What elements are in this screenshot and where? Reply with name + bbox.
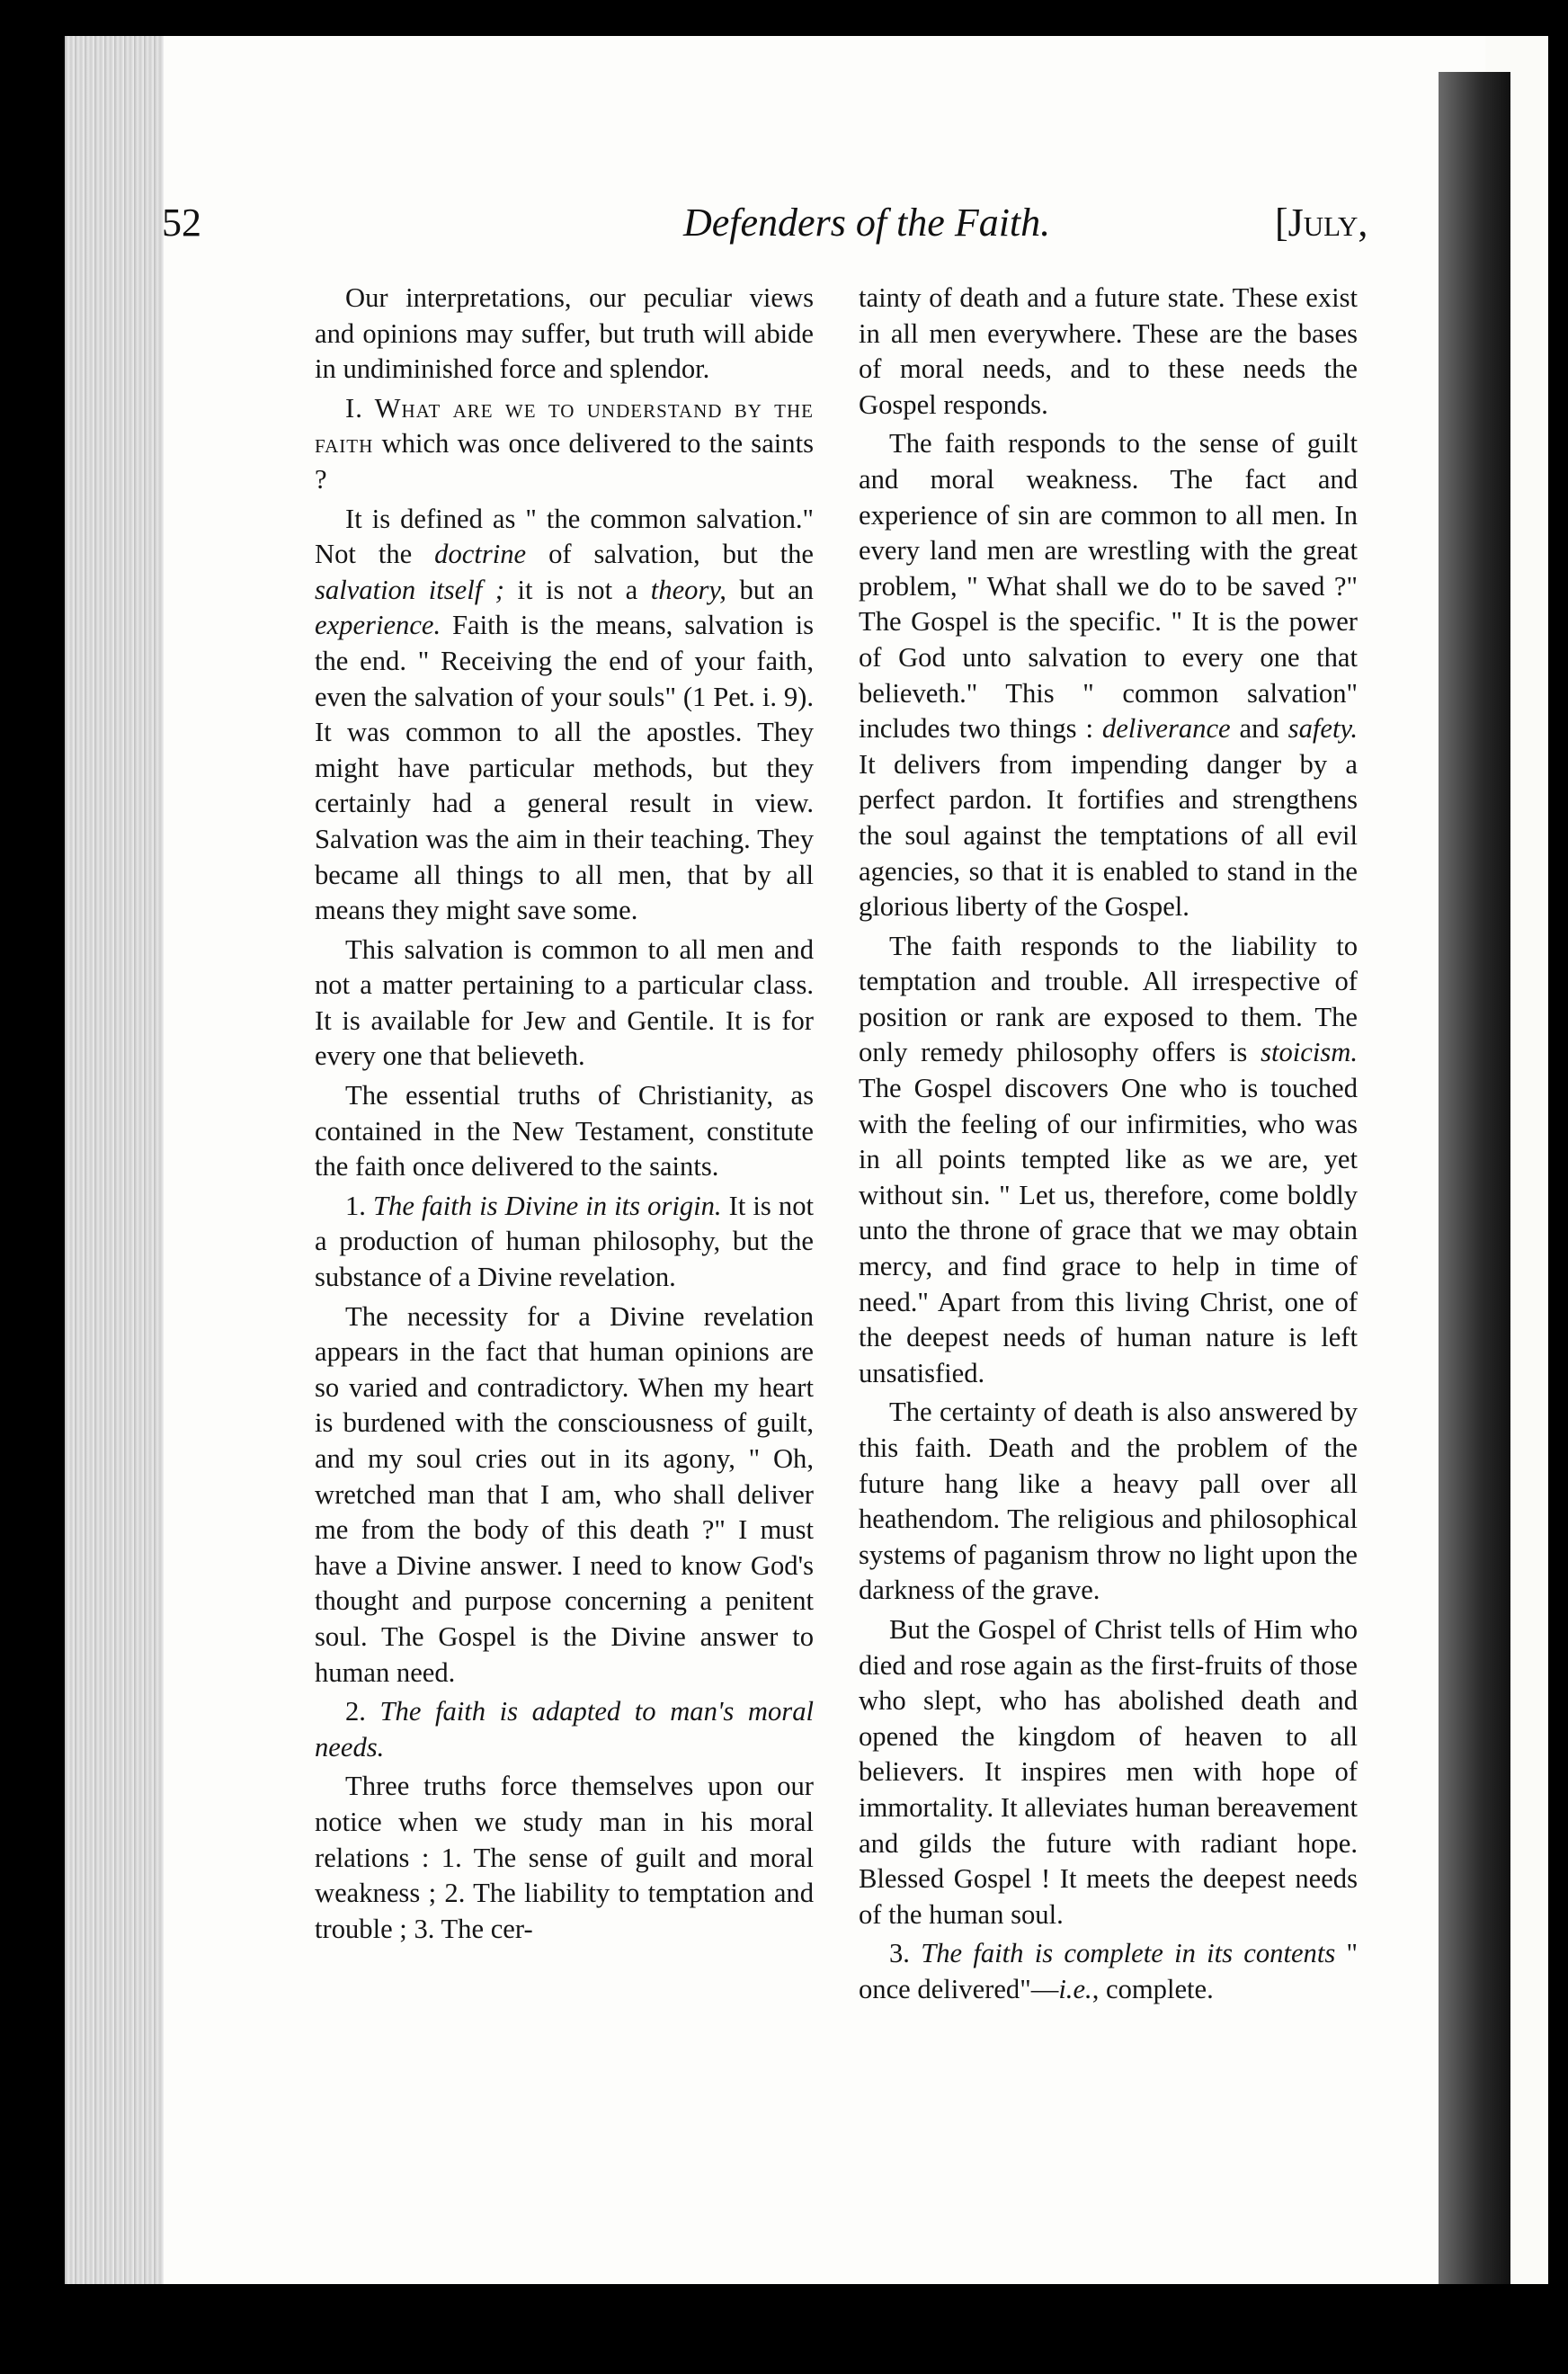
paragraph [315, 391, 814, 498]
paragraph [315, 1694, 814, 1765]
paragraph [859, 929, 1358, 1392]
paragraph-text: Faith is the means, salvation is the end. " Receiving the end of your faith, even the salvation of your souls" (1 Pet. i. 9). It was common to all the apostles. They might have particular methods, but they certainly had a general result in view. Salvation was the aim in their teaching. They became all things to all men, that by all means they might save some. [315, 610, 814, 926]
paragraph [859, 426, 1358, 924]
emphasis: i.e. [1058, 1973, 1092, 2004]
list-number: 2. [345, 1696, 380, 1727]
paragraph-text: , complete. [1091, 1973, 1214, 2004]
paragraph-text: which was once delivered to the saints ? [315, 428, 814, 495]
page-number: 52 [162, 201, 201, 245]
section-label: [July, [1275, 201, 1368, 245]
right-column [859, 281, 1358, 2012]
point-heading: The faith is complete in its contents [921, 1938, 1336, 1969]
paragraph-text: It is defined as " the common salvation." Not the [315, 503, 814, 570]
paragraph [315, 502, 814, 929]
page-gutter-edge [65, 36, 164, 2284]
emphasis: doctrine [434, 539, 527, 570]
paragraph-text: and [1230, 713, 1288, 745]
running-title: Defenders of the Faith. [683, 201, 1051, 245]
paragraph [315, 1189, 814, 1296]
paragraph: Our interpretations, our peculiar views and opinions may suffer, but truth will abide in undiminished force and splendor. [315, 282, 814, 385]
emphasis: stoicism. [1261, 1037, 1358, 1068]
paragraph-text: " once delivered"— [859, 1938, 1358, 2004]
book-edge-shadow [1439, 72, 1510, 2284]
paragraph: This salvation is common to all men and not a matter pertaining to a particular class. It is available for Jew and Gentile. It is for every one that believeth. [315, 933, 814, 1072]
paragraph-text: The faith responds to the liability to temptation and trouble. All irrespective of position or rank are exposed to them. The only remedy philosophy offers is [859, 930, 1358, 1068]
emphasis: safety. [1287, 713, 1358, 745]
paragraph-text: The Gospel discovers One who is touched with the feeling of our infirmities, who was in all points tempted like as we are, yet without sin. " Let us, therefore, come boldly unto the throne of grace that we may obtain mercy, and find grace to help in time of need." Apart from this living Christ, one of the deepest needs of human nature is left unsatisfied. [859, 1073, 1358, 1388]
point-heading: The faith is adapted to man's moral needs. [315, 1696, 814, 1763]
point-heading: The faith is Divine in its origin. [373, 1190, 722, 1221]
paragraph: But the Gospel of Christ tells of Him who died and rose again as the first-fruits of those who slept, who has abolished death and opened the kingdom of heaven to all believers. It inspires men with hope of immortality. It alleviates human bereavement and gilds the future with radiant hope. Blessed Gospel ! It meets the deepest needs of the human soul. [859, 1613, 1358, 1930]
list-number: 1. [345, 1190, 374, 1221]
paragraph-text: It is not a production of human philosophy, but the substance of a Divine revelation. [315, 1190, 814, 1293]
paragraph-text: it is not a [503, 574, 651, 605]
emphasis: experience. [315, 610, 441, 641]
paragraph: The necessity for a Divine revelation appears in the fact that human opinions are so varied and contradictory. When my heart is burdened with the consciousness of guilt, and my soul cries out in its agony, " Oh, wretched man that I am, who shall deliver me from the body of this death ?" I must have a Divine answer. I need to know God's thought and purpose concerning a penitent soul. The Gospel is the Divine answer to human need. [315, 1300, 814, 1688]
left-column [315, 281, 814, 1950]
emphasis: theory, [650, 574, 726, 605]
paragraph [859, 1936, 1358, 2007]
paragraph: The essential truths of Christianity, as contained in the New Testament, constitute the faith once delivered to the saints. [315, 1080, 814, 1183]
paragraph-text: It delivers from impending danger by a perfect pardon. It fortifies and strengthens the soul against the temptations of all evil agencies, so that it is enabled to stand in the glorious liberty of the Gospel. [859, 748, 1358, 923]
paragraph: tainty of death and a future state. These exist in all men everywhere. These are the bases of moral needs, and to these needs the Gospel responds. [859, 282, 1358, 420]
paragraph: The certainty of death is also answered by this faith. Death and the problem of the future hang like a heavy pall over all heathendom. The religious and philosophical systems of paganism throw no light upon the darkness of the grave. [859, 1397, 1358, 1606]
emphasis: deliverance [1101, 713, 1231, 745]
paragraph-text: but an [726, 574, 814, 605]
paragraph-text: The faith responds to the sense of guilt and moral weakness. The fact and experience of sin are common to all men. In every land men are wrestling with the great problem, " What shall we do to be saved ?" The Gospel is the specific. " It is the power of God unto salvation to every one that believeth." This " common salvation" includes two things : [859, 428, 1358, 745]
section-heading: I. What are we to understand by the faith [315, 392, 814, 460]
paragraph-text: of salvation, but the [526, 539, 814, 570]
paragraph: Three truths force themselves upon our notice when we study man in his moral relations : 1. The sense of guilt and moral weakness ; 2. The liability to temptation and trouble ; 3. The cer- [315, 1771, 814, 1944]
list-number: 3. [889, 1938, 922, 1969]
emphasis: salvation itself ; [315, 574, 504, 605]
